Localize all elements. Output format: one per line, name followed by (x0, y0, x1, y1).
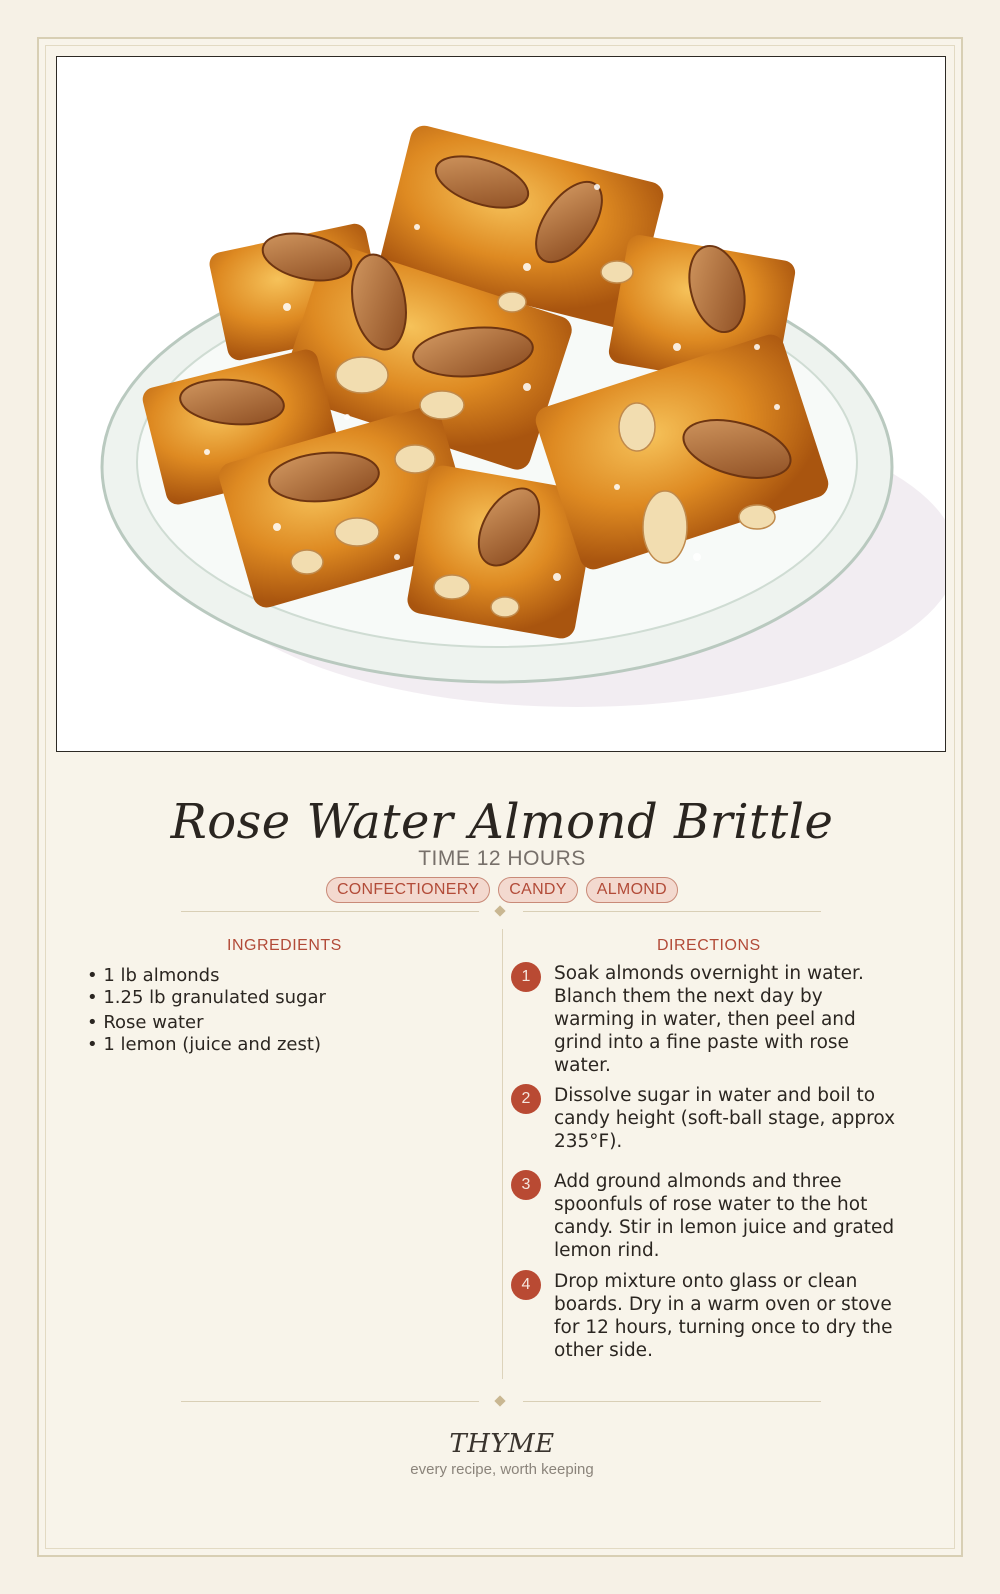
tag-candy[interactable]: CANDY (498, 877, 578, 903)
divider-bottom (181, 1395, 821, 1409)
directions-heading: DIRECTIONS (657, 937, 761, 954)
tag-confectionery[interactable]: CONFECTIONERY (326, 877, 490, 903)
column-divider (502, 929, 503, 1379)
ingredient-item: • 1 lemon (juice and zest) (87, 1034, 467, 1056)
recipe-card (37, 37, 963, 1557)
recipe-title: Rose Water Almond Brittle (170, 794, 834, 850)
tag-almond[interactable]: ALMOND (586, 877, 678, 903)
brand-name: THYME (449, 1429, 555, 1459)
ingredient-item: • 1 lb almonds (87, 965, 467, 987)
step-number-badge: 4 (511, 1270, 541, 1300)
step-text: Dissolve sugar in water and boil to candy height (soft-ball stage, approx 235°F). (554, 1085, 896, 1152)
brand-tagline: every recipe, worth keeping (410, 1461, 594, 1478)
step-number-badge: 1 (511, 962, 541, 992)
step-text: Soak almonds overnight in water. Blanch them the next day by warming in water, then peel and grind into a fine paste with rose water. (554, 963, 864, 1076)
recipe-tags (39, 877, 965, 903)
divider-top (181, 905, 821, 919)
diamond-ornament-icon (494, 905, 505, 916)
step-number-badge: 3 (511, 1170, 541, 1200)
recipe-time: TIME 12 HOURS (418, 847, 586, 870)
step-text: Drop mixture onto glass or clean boards. Dry in a warm oven or stove for 12 hours, turning once to dry the other side. (554, 1271, 893, 1361)
step-number-badge: 2 (511, 1084, 541, 1114)
recipe-photo (56, 56, 946, 752)
almond-brittle-illustration (57, 57, 945, 751)
ingredients-list (87, 965, 467, 1056)
ingredient-item: • 1.25 lb granulated sugar (87, 987, 467, 1009)
step-text: Add ground almonds and three spoonfuls of rose water to the hot candy. Stir in lemon juice and grated lemon rind. (554, 1171, 895, 1261)
ingredients-heading: INGREDIENTS (227, 937, 342, 954)
ingredient-item: • Rose water (87, 1012, 467, 1034)
diamond-ornament-icon (494, 1395, 505, 1406)
